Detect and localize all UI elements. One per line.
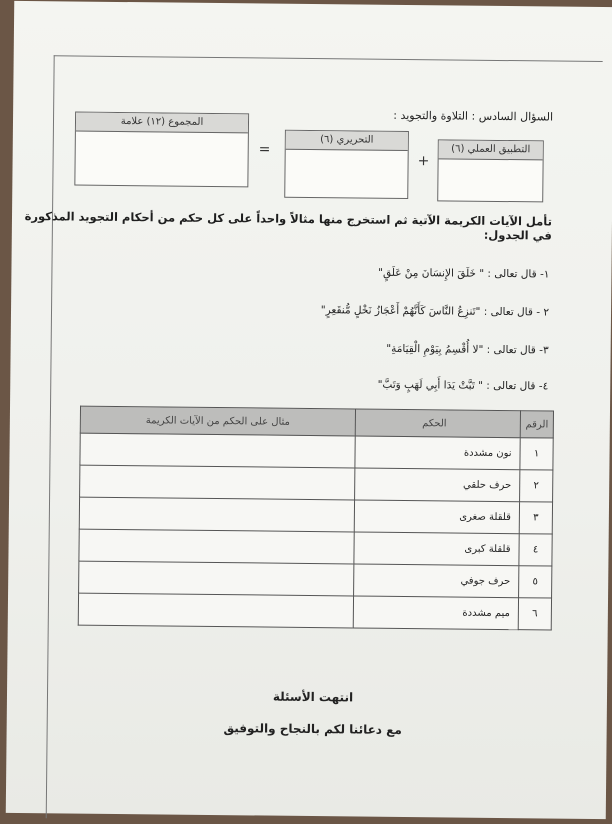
table-row bbox=[78, 593, 551, 630]
row-rule: قلقلة كبرى bbox=[354, 532, 519, 566]
verse-2: ٢ - قال تعالى : "تَنزِعُ النَّاسَ كَأَنَّهُمْ أَعْجَازُ نَخْلٍ مُّنقَعِرٍ" bbox=[320, 304, 550, 319]
header-rule: الحكم bbox=[355, 409, 520, 438]
table-row bbox=[79, 497, 552, 534]
row-number: ١ bbox=[520, 438, 553, 470]
verse-3: ٣- قال تعالى : "لا أُقْسِمُ بِيَوْمِ الْقِيَامَةِ" bbox=[386, 342, 549, 357]
row-rule: ميم مشددة bbox=[353, 596, 518, 630]
total-score-box[interactable] bbox=[74, 112, 249, 188]
verse-4: ٤- قال تعالى : " تَبَّتْ يَدَا أَبِي لَهَبٍ وَتَبَّ" bbox=[377, 378, 549, 393]
instruction-text: تأمل الآيات الكريمة الآتية ثم استخرج منها مثالاً واحداً على كل حكم من أحكام التجويد المذكورة في الجدول: bbox=[24, 209, 553, 243]
row-number: ٦ bbox=[518, 598, 551, 630]
row-number: ٤ bbox=[519, 534, 552, 566]
verse-1: ١- قال تعالى : " خَلَقَ الإِنسَانَ مِنْ عَلَقٍ" bbox=[378, 266, 550, 281]
table-row bbox=[80, 465, 553, 502]
written-score-label: التحريري (٦) bbox=[286, 131, 408, 151]
row-example-answer[interactable] bbox=[80, 433, 355, 468]
question-title: السؤال السادس : التلاوة والتجويد : bbox=[393, 108, 554, 124]
row-example-answer[interactable] bbox=[79, 497, 354, 532]
row-rule: نون مشددة bbox=[355, 436, 520, 470]
tajweed-table bbox=[78, 406, 554, 631]
equals-sign: = bbox=[258, 141, 271, 158]
row-number: ٣ bbox=[519, 502, 552, 534]
table-row bbox=[79, 529, 552, 566]
row-example-answer[interactable] bbox=[80, 465, 355, 500]
good-luck-text: مع دعائنا لكم بالنجاح والتوفيق bbox=[223, 721, 402, 737]
table-row bbox=[80, 433, 553, 470]
row-number: ٢ bbox=[520, 470, 553, 502]
practical-score-box[interactable] bbox=[437, 139, 544, 202]
row-rule: حرف حلقي bbox=[355, 468, 520, 502]
header-number: الرقم bbox=[520, 411, 553, 438]
practical-score-label: التطبيق العملي (٦) bbox=[439, 140, 543, 160]
end-of-questions-text: انتهت الأسئلة bbox=[272, 689, 354, 705]
row-rule: حرف جوفي bbox=[354, 564, 519, 598]
row-example-answer[interactable] bbox=[78, 593, 353, 628]
plus-sign: + bbox=[417, 153, 430, 170]
row-rule: قلقلة صغرى bbox=[354, 500, 519, 534]
table-row bbox=[79, 561, 552, 598]
header-example: مثال على الحكم من الآيات الكريمة bbox=[80, 406, 355, 436]
exam-page bbox=[6, 1, 612, 819]
total-score-label: المجموع (١٢) علامة bbox=[76, 113, 248, 134]
written-score-box[interactable] bbox=[284, 130, 409, 199]
row-example-answer[interactable] bbox=[79, 561, 354, 596]
row-example-answer[interactable] bbox=[79, 529, 354, 564]
row-number: ٥ bbox=[519, 566, 552, 598]
